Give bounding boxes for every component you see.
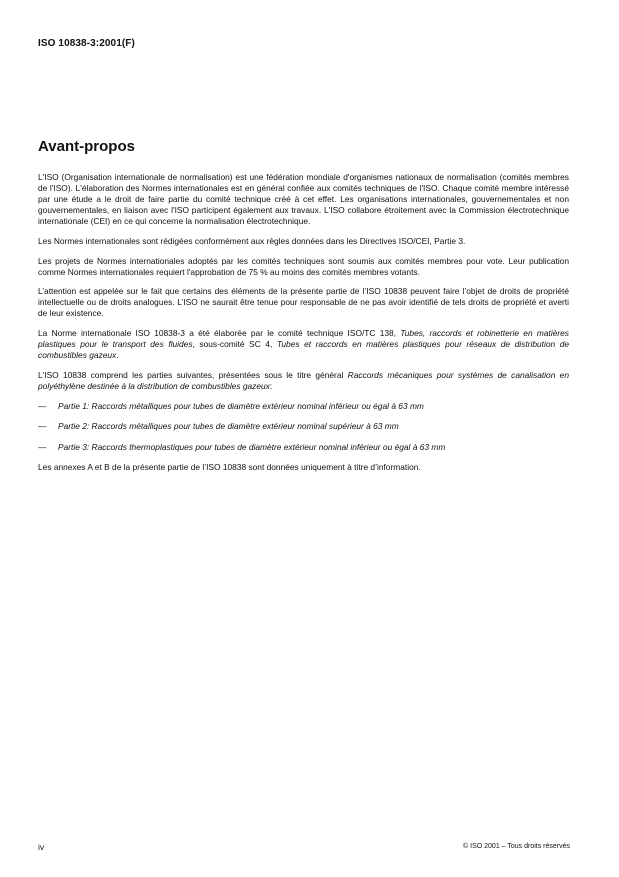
paragraph-directives: Les Normes internationales sont rédigées conformément aux règles données dans les Directives ISO/CEI, Partie 3. xyxy=(38,235,466,246)
page-number: iv xyxy=(38,842,45,852)
paragraph-parts-intro xyxy=(38,370,569,392)
list-item-part-1 xyxy=(38,401,569,412)
list-item-text: Partie 3: Raccords thermoplastiques pour tubes de diamètre extérieur nominal inférieur ou égal à 63 mm xyxy=(58,441,446,452)
list-item-part-2 xyxy=(38,421,569,432)
list-item-text: Partie 2: Raccords métalliques pour tubes de diamètre extérieur nominal supérieur à 63 mm xyxy=(58,421,399,432)
committee-tc-title: Tubes, raccords et robinetterie en matières plastiques pour le transport des fluides xyxy=(38,328,569,350)
parts-general-title: Raccords mécaniques pour systèmes de canalisation en polyéthylène destinée à la distribution de combustibles gazeux xyxy=(38,369,569,391)
em-dash: — xyxy=(38,441,47,452)
document-id-header: ISO 10838-3:2001(F) xyxy=(38,38,135,49)
parts-intro-text-c: : xyxy=(269,380,273,391)
committee-text-e: . xyxy=(116,350,119,361)
paragraph-voting: Les projets de Normes internationales adoptés par les comités techniques sont soumis aux comités membres pour vote. Leur publication comme Normes internationales requiert l'approbation de 75 % au moins des comités membres votants. xyxy=(38,255,569,277)
committee-text-a: La Norme internationale ISO 10838-3 a été élaborée par le comité technique ISO/TC 138, xyxy=(38,328,401,339)
section-title: Avant-propos xyxy=(38,138,135,155)
foreword-body xyxy=(38,172,569,482)
paragraph-committee xyxy=(38,328,569,361)
paragraph-patent-rights: L’attention est appelée sur le fait que certains des éléments de la présente partie de l’ISO 10838 peuvent faire l’objet de droits de propriété intellectuelle ou de droits analogues. L’ISO ne saurait être tenue pour responsable de ne pas avoir identifié de tels droits de propriété et averti de leur existence. xyxy=(38,286,569,319)
copyright-notice: © ISO 2001 – Tous droits réservés xyxy=(463,843,570,850)
list-item-part-3 xyxy=(38,442,569,453)
committee-text-c: , sous-comité SC 4, xyxy=(192,339,277,350)
em-dash: — xyxy=(38,400,47,411)
paragraph-iso-intro: L'ISO (Organisation internationale de normalisation) est une fédération mondiale d'organismes nationaux de normalisation (comités membres de l'ISO). L'élaboration des Normes internationales est en général confiée aux comités techniques de l'ISO. Chaque comité membre intéressé par une étude a le droit de faire partie du comité technique créé à cet effet. Les organisations internationales, gouvernementales et non gouvernementales, en liaison avec l'ISO participent également aux travaux. L'ISO collabore étroitement avec la Commission électrotechnique internationale (CEI) en ce qui concerne la normalisation électrotechnique. xyxy=(38,172,569,227)
list-item-text: Partie 1: Raccords métalliques pour tubes de diamètre extérieur nominal inférieur ou égal à 63 mm xyxy=(58,400,424,411)
em-dash: — xyxy=(38,421,47,432)
paragraph-annexes: Les annexes A et B de la présente partie de l’ISO 10838 sont données uniquement à titre d’information. xyxy=(38,462,421,473)
parts-intro-text-a: L'ISO 10838 comprend les parties suivantes, présentées sous le titre général xyxy=(38,369,348,380)
committee-sc-title: Tubes et raccords en matières plastiques pour réseaux de distribution de combustibles gazeux xyxy=(38,339,570,361)
